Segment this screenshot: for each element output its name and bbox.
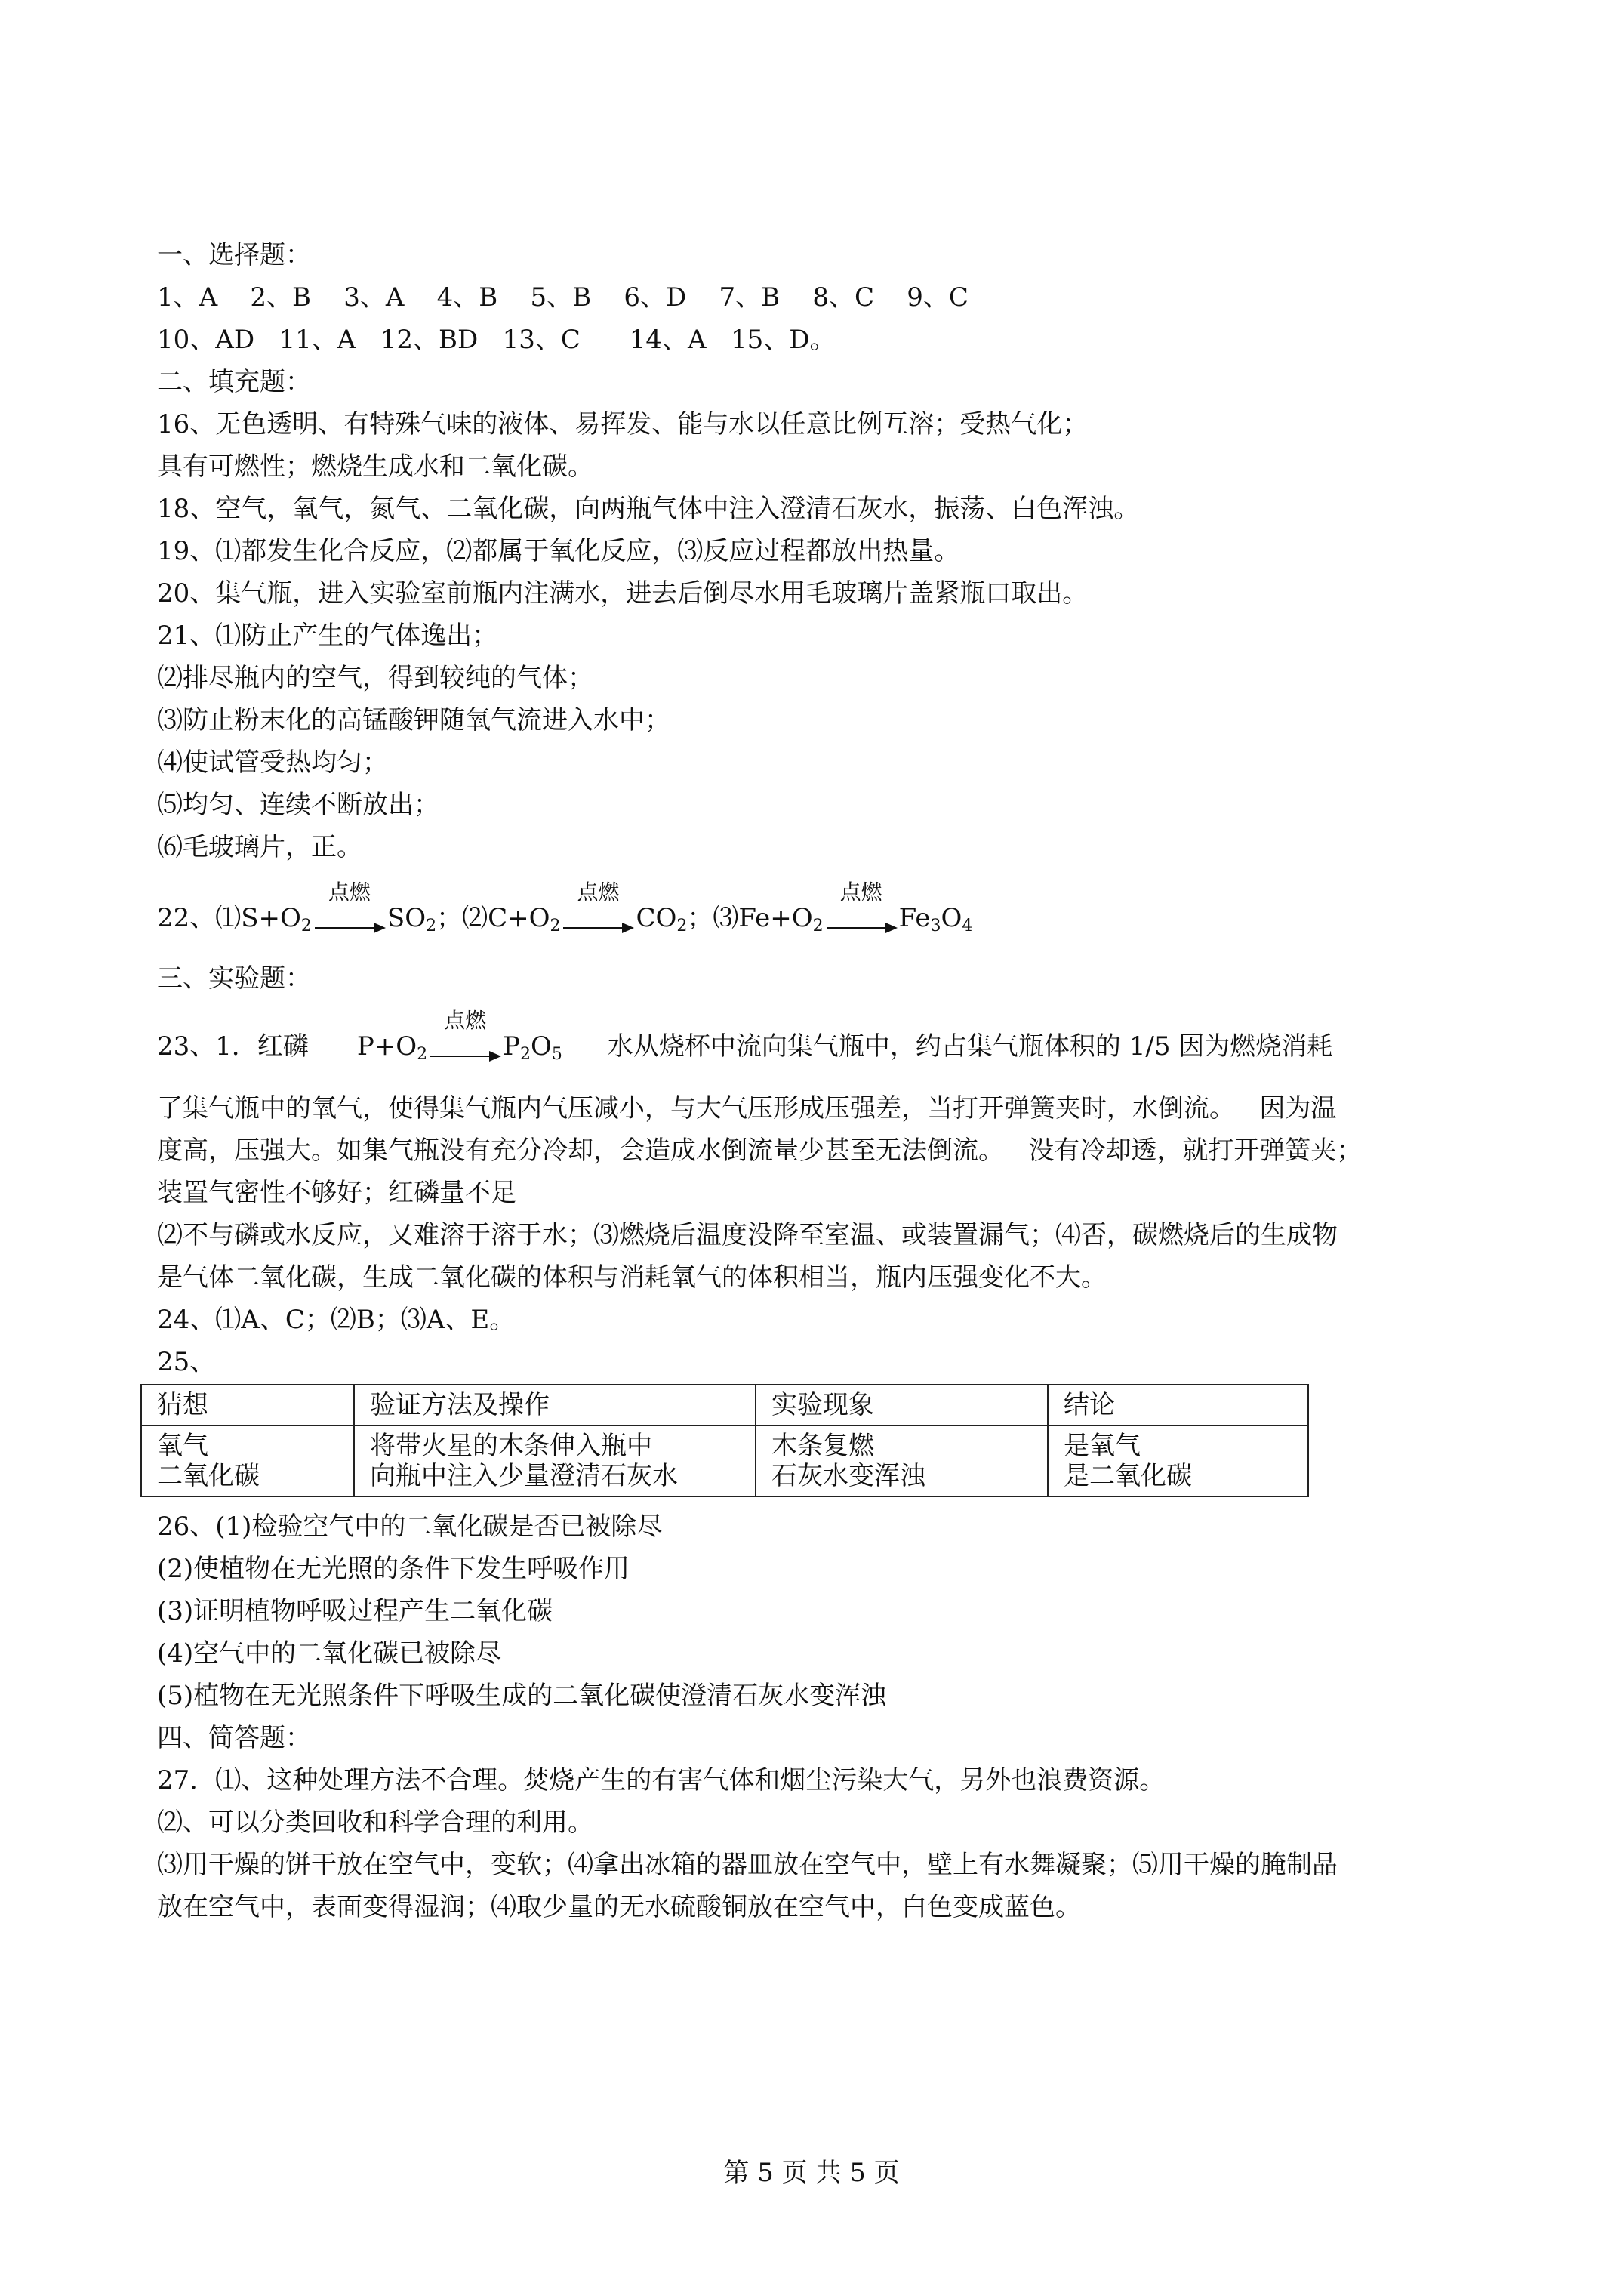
conclusion-co2: 是二氧化碳 (1064, 1461, 1192, 1491)
answer-27-line-2: ⑵、可以分类回收和科学合理的利用。 (157, 1808, 593, 1838)
eq2-o2-subscript: 2 (550, 917, 561, 935)
q22-number: 22、 (157, 903, 216, 933)
answer-25-table (140, 1384, 1309, 1497)
answer-19: 19、⑴都发生化合反应，⑵都属于氧化反应，⑶反应过程都放出热量。 (157, 536, 960, 566)
table-header-row (141, 1385, 1308, 1425)
answer-26-line-3: (3)证明植物呼吸过程产生二氧化碳 (157, 1596, 553, 1626)
answer-16-line-2: 具有可燃性；燃烧生成水和二氧化碳。 (157, 451, 593, 482)
reaction-arrow-icon (312, 880, 387, 933)
eq3-fe-subscript: 3 (930, 917, 941, 935)
reaction-arrow-icon (824, 880, 899, 933)
eq1-product-subscript: 2 (426, 917, 437, 935)
answer-26-line-4: (4)空气中的二氧化碳已被除尽 (157, 1638, 502, 1669)
answer-26-line-2: (2)使植物在无光照的条件下发生呼吸作用 (157, 1554, 630, 1584)
answer-20: 20、集气瓶，进入实验室前瓶内注满水，进去后倒尽水用毛玻璃片盖紧瓶口取出。 (157, 578, 1089, 609)
q23-eq-right-o: O (531, 1031, 552, 1062)
answer-23-line-3: 度高，压强大。如集气瓶没有充分冷却，会造成水倒流量少甚至无法倒流。 没有冷却透，就打开弹簧夹； (157, 1136, 1363, 1166)
table-cell-phenomenon (756, 1425, 1048, 1496)
answer-16-line-1: 16、无色透明、有特殊气味的液体、易挥发、能与水以任意比例互溶；受热气化； (157, 409, 1089, 439)
answer-27-line-3: ⑶用干燥的饼干放在空气中，变软；⑷拿出冰箱的器皿放在空气中，壁上有水舞凝聚；⑸用干燥的腌制品 (157, 1850, 1338, 1880)
answer-24: 24、⑴A、C；⑵B；⑶A、E。 (157, 1305, 516, 1335)
eq2-reactants: ；⑵C+O (436, 903, 550, 933)
section-fill-heading: 二、填充题： (157, 367, 311, 397)
table-cell-method (354, 1425, 756, 1496)
ignite-condition: 点燃 (839, 880, 882, 905)
guess-oxygen: 氧气 (157, 1431, 208, 1461)
answer-25-number: 25、 (157, 1347, 216, 1377)
method-oxygen: 将带火星的木条伸入瓶中 (370, 1431, 652, 1461)
answer-21-part-2: ⑵排尽瓶内的空气，得到较纯的气体； (157, 663, 593, 693)
answer-26-line-1: 26、(1)检验空气中的二氧化碳是否已被除尽 (157, 1512, 663, 1542)
table-header-cell: 结论 (1048, 1385, 1308, 1425)
answer-18: 18、空气，氧气，氮气、二氧化碳，向两瓶气体中注入澄清石灰水，振荡、白色浑浊。 (157, 494, 1140, 524)
section-choice-heading: 一、选择题： (157, 240, 311, 270)
table-row (141, 1425, 1308, 1496)
q23-eq-left-subscript: 2 (417, 1045, 428, 1064)
eq3-reactants: ；⑶Fe+O (687, 903, 813, 933)
mc-answers-row-2: 10、AD 11、A 12、BD 13、C 14、A 15、D。 (157, 325, 836, 355)
answer-21-part-6: ⑹毛玻璃片，正。 (157, 832, 362, 862)
ignite-condition: 点燃 (444, 1008, 487, 1033)
answer-21-part-4: ⑷使试管受热均匀； (157, 747, 388, 778)
answer-26-line-5: (5)植物在无光照条件下呼吸生成的二氧化碳使澄清石灰水变浑浊 (157, 1681, 887, 1711)
page-footer: 第 5 页 共 5 页 (723, 2158, 900, 2188)
method-co2: 向瓶中注入少量澄清石灰水 (370, 1461, 678, 1491)
guess-co2: 二氧化碳 (157, 1461, 260, 1491)
eq1-product: SO (387, 903, 427, 933)
q23-tail: 水从烧杯中流向集气瓶中，约占集气瓶体积的 1/5 因为燃烧消耗 (607, 1031, 1333, 1062)
answer-21-part-1: 21、⑴防止产生的气体逸出； (157, 621, 498, 651)
q23-eq-right-p: P (503, 1031, 521, 1062)
answer-27-line-4: 放在空气中，表面变得湿润；⑷取少量的无水硫酸铜放在空气中，白色变成蓝色。 (157, 1892, 1081, 1922)
answer-23-line-6: 是气体二氧化碳，生成二氧化碳的体积与消耗氧气的体积相当，瓶内压强变化不大。 (157, 1262, 1107, 1293)
eq3-product-fe: Fe (898, 903, 931, 933)
answer-23-line-1 (157, 1008, 1333, 1064)
table-cell-guess (141, 1425, 354, 1496)
reaction-arrow-icon (427, 1008, 503, 1062)
phenomenon-oxygen: 木条复燃 (771, 1431, 874, 1461)
eq3-product-o: O (941, 903, 962, 933)
conclusion-oxygen: 是氧气 (1064, 1431, 1141, 1461)
ignite-condition: 点燃 (577, 880, 620, 905)
eq3-o-subscript: 4 (962, 917, 973, 935)
eq3-o2-subscript: 2 (812, 917, 824, 935)
q23-eq-left: P+O (356, 1031, 417, 1062)
table-header-cell: 实验现象 (756, 1385, 1048, 1425)
answer-23-line-5: ⑵不与磷或水反应，又难溶于溶于水；⑶燃烧后温度没降至室温、或装置漏气；⑷否，碳燃烧后的生成物 (157, 1220, 1338, 1250)
q23-eq-right-p-subscript: 2 (520, 1045, 531, 1064)
section-short-answer-heading: 四、简答题： (157, 1723, 311, 1753)
eq1-reactants: ⑴S+O (215, 903, 301, 933)
answer-27-line-1: 27．⑴、这种处理方法不合理。焚烧产生的有害气体和烟尘污染大气，另外也浪费资源。 (157, 1765, 1166, 1795)
eq2-product-subscript: 2 (676, 917, 688, 935)
answer-21-part-5: ⑸均匀、连续不断放出； (157, 790, 439, 820)
reaction-arrow-icon (560, 880, 636, 933)
q23-eq-right-o-subscript: 5 (551, 1045, 562, 1064)
eq2-product: CO (636, 903, 677, 933)
table-header-cell: 验证方法及操作 (354, 1385, 756, 1425)
answer-23-line-4: 装置气密性不够好；红磷量不足 (157, 1178, 516, 1208)
eq1-o2-subscript: 2 (300, 917, 312, 935)
mc-answers-row-1: 1、A 2、B 3、A 4、B 5、B 6、D 7、B 8、C 9、C (157, 282, 969, 313)
table-cell-conclusion (1048, 1425, 1308, 1496)
answer-23-line-2: 了集气瓶中的氧气，使得集气瓶内气压减小，与大气压形成压强差，当打开弹簧夹时，水倒流。 因为温 (157, 1093, 1337, 1123)
table-header-cell: 猜想 (141, 1385, 354, 1425)
answer-22-equations (157, 880, 973, 935)
q23-lead: 23、1．红磷 (157, 1031, 309, 1062)
section-experiment-heading: 三、实验题： (157, 963, 311, 994)
phenomenon-co2: 石灰水变浑浊 (771, 1461, 925, 1491)
answer-21-part-3: ⑶防止粉末化的高锰酸钾随氧气流进入水中； (157, 705, 670, 735)
ignite-condition: 点燃 (328, 880, 371, 905)
